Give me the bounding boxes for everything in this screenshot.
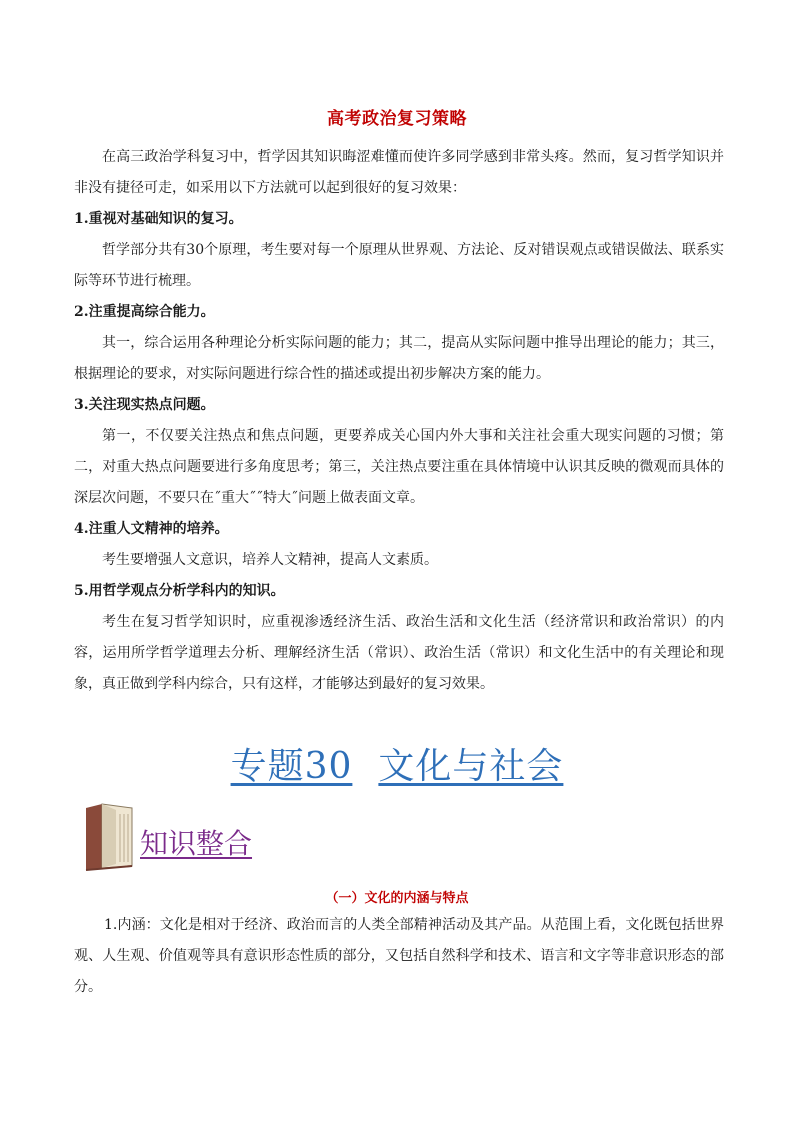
page-title: 高考政治复习策略 — [327, 109, 467, 129]
item-body-2: 其一，综合运用各种理论分析实际问题的能力；其二，提高从实际问题中推导出理论的能力；其三，根据理论的要求，对实际问题进行综合性的描述或提出初步解决方案的能力。 — [74, 335, 724, 382]
knowledge-badge — [82, 802, 282, 872]
item-heading-1: 1.重视对基础知识的复习。 — [74, 211, 243, 227]
book-icon — [82, 802, 138, 872]
section-name: 文化与社会 — [378, 746, 564, 787]
item-heading-5: 5.用哲学观点分析学科内的知识。 — [74, 583, 285, 599]
item-body-1: 哲学部分共有30个原理，考生要对每一个原理从世界观、方法论、反对错误观点或错误做法、联系实际等环节进行梳理。 — [74, 242, 724, 289]
section-title — [0, 738, 794, 789]
item-body-5: 考生在复习哲学知识时，应重视渗透经济生活、政治生活和文化生活（经济常识和政治常识）的内容，运用所学哲学道理去分析、理解经济生活（常识）、政治生活（常识）和文化生活中的有关理论和现象，真正做到学科内综合，只有这样，才能够达到最好的复习效果。 — [74, 614, 724, 692]
section-prefix: 专题30 — [230, 746, 353, 787]
badge-label: 知识整合 — [140, 827, 253, 860]
item-heading-2: 2.注重提高综合能力。 — [74, 304, 215, 320]
strategy-content — [74, 142, 724, 700]
subsection-paragraph: 1.内涵：文化是相对于经济、政治而言的人类全部精神活动及其产品。从范围上看，文化既包括世界观、人生观、价值观等具有意识形态性质的部分，又包括自然科学和技术、语言和文字等非意识形态的部分。 — [74, 917, 724, 995]
item-body-4: 考生要增强人文意识，培养人文精神，提高人文素质。 — [102, 552, 438, 568]
item-heading-3: 3.关注现实热点问题。 — [74, 397, 215, 413]
subsection-title: （一）文化的内涵与特点 — [325, 891, 469, 906]
item-body-3: 第一，不仅要关注热点和焦点问题，更要养成关心国内外大事和关注社会重大现实问题的习惯；第二，对重大热点问题要进行多角度思考；第三，关注热点要注重在具体情境中认识其反映的微观而具体的深层次问题，不要只在˝重大˝˝特大˝问题上做表面文章。 — [74, 428, 724, 506]
item-heading-4: 4.注重人文精神的培养。 — [74, 521, 229, 537]
subsection-content — [74, 910, 724, 1003]
intro-paragraph: 在高三政治学科复习中，哲学因其知识晦涩难懂而使许多同学感到非常头疼。然而，复习哲学知识并非没有捷径可走，如采用以下方法就可以起到很好的复习效果： — [74, 149, 724, 196]
